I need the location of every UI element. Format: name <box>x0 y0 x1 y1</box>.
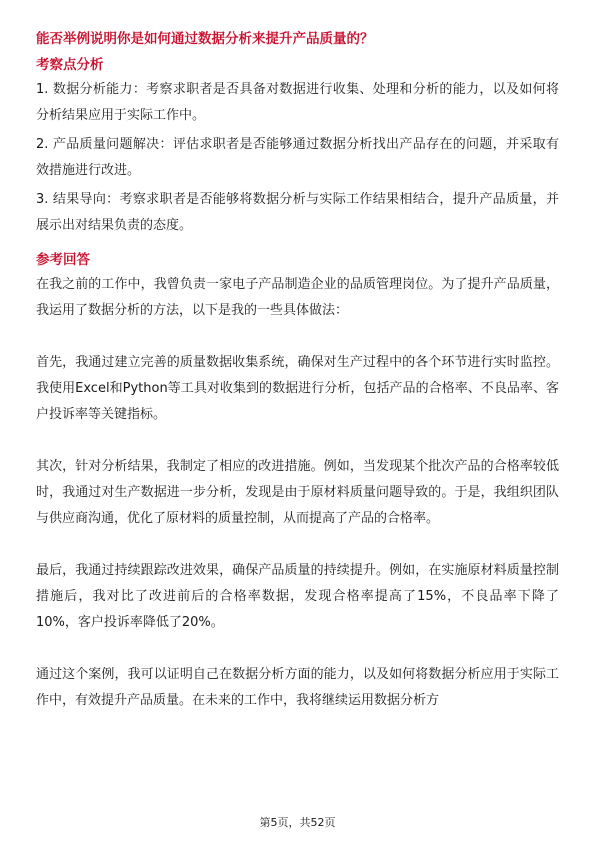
answer-paragraph: 在我之前的工作中，我曾负责一家电子产品制造企业的品质管理岗位。为了提升产品质量，我运用了数据分析的方法，以下是我的一些具体做法： <box>36 277 559 318</box>
page-number-footer: 第5页，共52页 <box>259 816 336 829</box>
analysis-title: 考察点分析 <box>36 57 104 73</box>
answer-title: 参考回答 <box>36 252 90 268</box>
analysis-point: 2. 产品质量问题解决：评估求职者是否能够通过数据分析找出产品存在的问题，并采取有效措施进行改进。 <box>36 137 559 178</box>
question-heading: 能否举例说明你是如何通过数据分析来提升产品质量的？ <box>36 31 374 47</box>
document-page <box>36 28 559 718</box>
answer-paragraph: 最后，我通过持续跟踪改进效果，确保产品质量的持续提升。例如，在实施原材料质量控制措施后，我对比了改进前后的合格率数据，发现合格率提高了15%，不良品率下降了10%，客户投诉率降低了20%。 <box>36 563 559 630</box>
analysis-point: 1. 数据分析能力：考察求职者是否具备对数据进行收集、处理和分析的能力，以及如何将分析结果应用于实际工作中。 <box>36 82 559 123</box>
answer-paragraph: 其次，针对分析结果，我制定了相应的改进措施。例如，当发现某个批次产品的合格率较低时，我通过对生产数据进一步分析，发现是由于原材料质量问题导致的。于是，我组织团队与供应商沟通，优化了原材料的质量控制，从而提高了产品的合格率。 <box>36 459 559 526</box>
analysis-point: 3. 结果导向：考察求职者是否能够将数据分析与实际工作结果相结合，提升产品质量，并展示出对结果负责的态度。 <box>36 192 559 233</box>
answer-paragraph: 通过这个案例，我可以证明自己在数据分析方面的能力，以及如何将数据分析应用于实际工作中，有效提升产品质量。在未来的工作中，我将继续运用数据分析方 <box>36 667 559 708</box>
analysis-points <box>36 77 559 239</box>
answer-paragraph: 首先，我通过建立完善的质量数据收集系统，确保对生产过程中的各个环节进行实时监控。我使用Excel和Python等工具对收集到的数据进行分析，包括产品的合格率、不良品率、客户投诉率等关键指标。 <box>36 355 559 422</box>
